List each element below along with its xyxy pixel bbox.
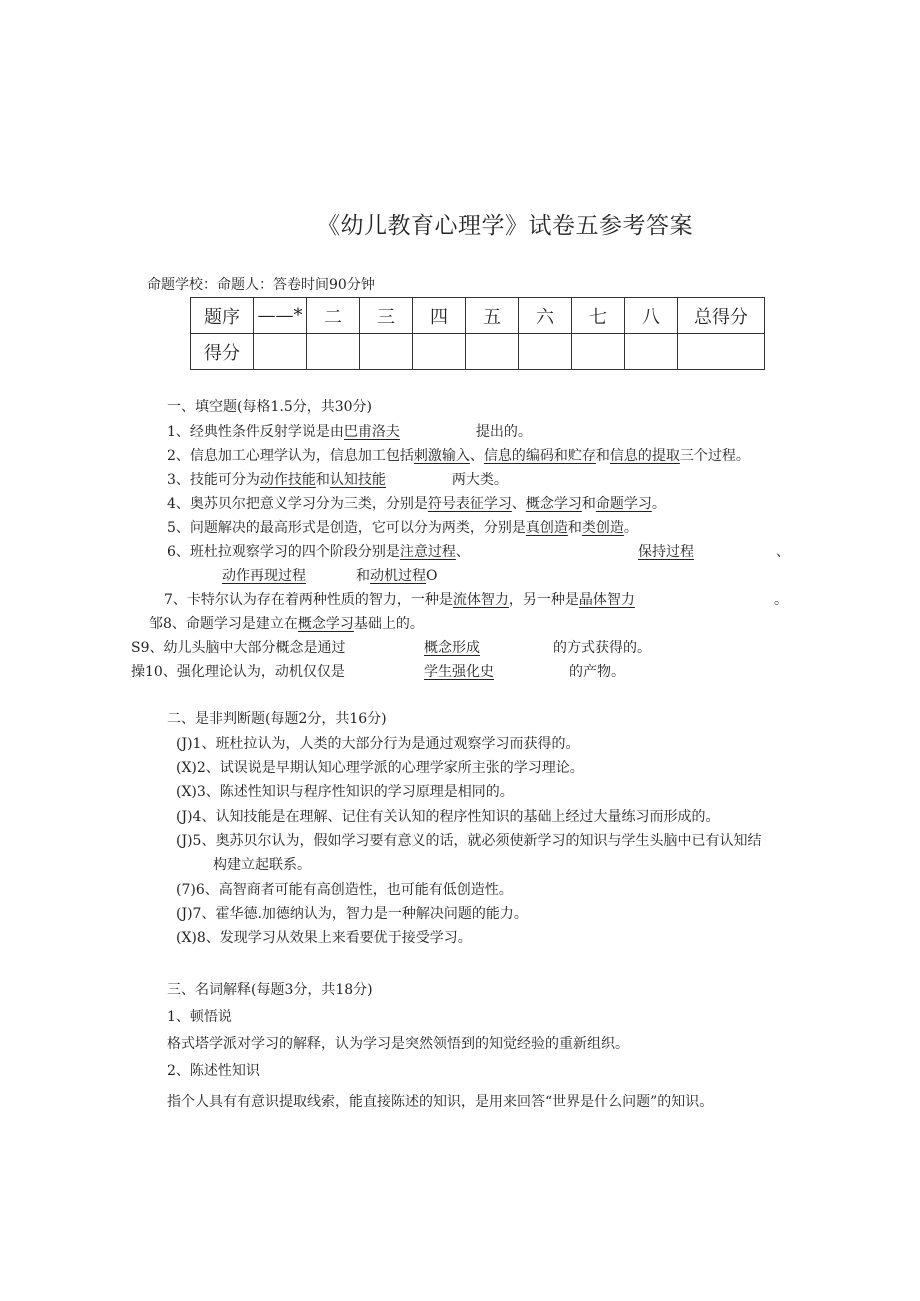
text: 两大类。 (451, 472, 508, 488)
answer: 刺激输入 (413, 448, 470, 464)
question-7 (164, 591, 635, 609)
text: 提出的。 (475, 424, 532, 440)
text: 三个过程。 (679, 448, 750, 464)
answer: 保持过程 (638, 544, 694, 560)
text: 6、班杜拉观察学习的四个阶段分别是 (167, 544, 400, 560)
text: 。 (623, 520, 638, 536)
section-heading: 一、填空题(每格1.5分，共30分) (167, 399, 373, 415)
answer: 概念形成 (424, 640, 480, 656)
text: 基础上的。 (353, 616, 424, 632)
term-title: 1、顿悟说 (167, 1009, 232, 1025)
header-cell: ——* (254, 298, 307, 334)
question-1 (167, 423, 532, 441)
header-cell: 四 (413, 298, 466, 334)
judgement-item: (J)4、认知技能是在理解、记住有关认知的程序性知识的基础上经过大量练习而形成的。 (176, 809, 720, 825)
answer: 流体智力 (452, 592, 509, 608)
header-cell: 七 (572, 298, 625, 334)
score-cell[interactable] (625, 334, 678, 370)
page-title: 《幼儿教育心理学》试卷五参考答案 (317, 213, 693, 239)
header-cell: 六 (519, 298, 572, 334)
score-cell[interactable] (519, 334, 572, 370)
judgement-item: (X)2、试误说是早期认知心理学派的心理学家所主张的学习理论。 (176, 760, 584, 776)
judgement-item: (X)3、陈述性知识与程序性知识的学习原理是相同的。 (176, 784, 514, 800)
header-cell: 五 (466, 298, 519, 334)
header-cell: 二 (307, 298, 360, 334)
section-heading: 三、名词解释(每题3分，共18分) (167, 982, 373, 998)
answer: 注意过程 (399, 544, 456, 560)
question-9: S9、幼儿头脑中大部分概念是通过 (131, 640, 346, 656)
answer: 符号表征学习 (427, 496, 512, 512)
exam-meta: 命题学校：命题人：答卷时间90分钟 (147, 277, 375, 293)
question-6 (167, 543, 470, 561)
text: 和 (567, 520, 582, 536)
judgement-item: (X)8、发现学习从效果上来看要优于接受学习。 (176, 930, 472, 946)
term-title: 2、陈述性知识 (167, 1063, 260, 1079)
text: 。 (651, 496, 666, 512)
text: 和 (581, 496, 596, 512)
header-cell: 题序 (191, 298, 254, 334)
text: 3、技能可分为 (167, 472, 260, 488)
question-5 (167, 519, 638, 537)
text: 和 (315, 472, 330, 488)
answer: 概念学习 (297, 616, 354, 632)
answer: 认知技能 (329, 472, 386, 488)
judgement-item: (J)7、霍华德.加德纳认为，智力是一种解决问题的能力。 (176, 906, 528, 922)
judgement-item: (7)6、高智商者可能有高创造性，也可能有低创造性。 (176, 882, 513, 898)
answer: 真创造 (525, 520, 568, 536)
header-cell: 三 (360, 298, 413, 334)
text: 邹8、命题学习是建立在 (149, 616, 298, 632)
question-4 (167, 495, 666, 513)
text: 5、问题解决的最高形式是创造，它可以分为两类，分别是 (167, 520, 526, 536)
answer: 信息的提取 (609, 448, 680, 464)
answer: 类创造 (581, 520, 624, 536)
answer: 学生强化史 (424, 664, 494, 680)
text: ，另一种是 (508, 592, 579, 608)
answer: 动作再现过程 (222, 568, 306, 584)
text: 和 (356, 568, 370, 584)
answer: 动作技能 (259, 472, 316, 488)
text: 和 (595, 448, 610, 464)
score-table-score-row (191, 334, 765, 370)
text: 、 (455, 544, 470, 560)
answer: 概念学习 (525, 496, 582, 512)
judgement-item-cont: 构建立起联系。 (213, 857, 311, 873)
answer: 动机过程 (370, 568, 426, 584)
text: 、 (776, 544, 790, 560)
text: 。 (774, 592, 788, 608)
score-cell[interactable] (678, 334, 765, 370)
judgement-item: (J)5、奥苏贝尔认为，假如学习要有意义的话，就必须使新学习的知识与学生头脑中已有认知结 (176, 833, 762, 849)
score-table-header-row (191, 298, 765, 334)
score-cell[interactable] (254, 334, 307, 370)
text: 4、奥苏贝尔把意义学习分为三类，分别是 (167, 496, 428, 512)
answer: 晶体智力 (578, 592, 635, 608)
text: 1、经典性条件反射学说是由 (167, 424, 344, 440)
question-2 (167, 447, 750, 465)
text: 7、卡特尔认为存在着两种性质的智力，一种是 (164, 592, 453, 608)
question-3 (167, 471, 508, 489)
text: 2、信息加工心理学认为，信息加工包括 (167, 448, 414, 464)
score-cell[interactable] (466, 334, 519, 370)
score-table (190, 297, 765, 370)
text: 的产物。 (569, 664, 625, 680)
row-label-cell: 得分 (191, 334, 254, 370)
score-cell[interactable] (413, 334, 466, 370)
question-6-cont (222, 567, 437, 585)
header-cell: 总得分 (678, 298, 765, 334)
term-definition: 格式塔学派对学习的解释，认为学习是突然领悟到的知觉经验的重新组织。 (167, 1036, 629, 1052)
answer: 巴甫洛夫 (343, 424, 400, 440)
question-10: 操10、强化理论认为，动机仅仅是 (131, 664, 345, 680)
text: 、 (511, 496, 526, 512)
score-cell[interactable] (572, 334, 625, 370)
question-8 (149, 615, 424, 633)
text: O (426, 568, 438, 584)
section-heading: 二、是非判断题(每题2分，共16分) (167, 711, 387, 727)
answer: 信息的编码和贮存 (483, 448, 596, 464)
text: 的方式获得的。 (553, 640, 651, 656)
score-cell[interactable] (307, 334, 360, 370)
term-definition: 指个人具有有意识提取线索，能直接陈述的知识，是用来回答“世界是什么问题”的知识。 (167, 1094, 714, 1110)
header-cell: 八 (625, 298, 678, 334)
score-cell[interactable] (360, 334, 413, 370)
judgement-item: (J)1、班杜拉认为，人类的大部分行为是通过观察学习而获得的。 (176, 736, 580, 752)
text: 、 (469, 448, 484, 464)
answer: 命题学习 (595, 496, 652, 512)
